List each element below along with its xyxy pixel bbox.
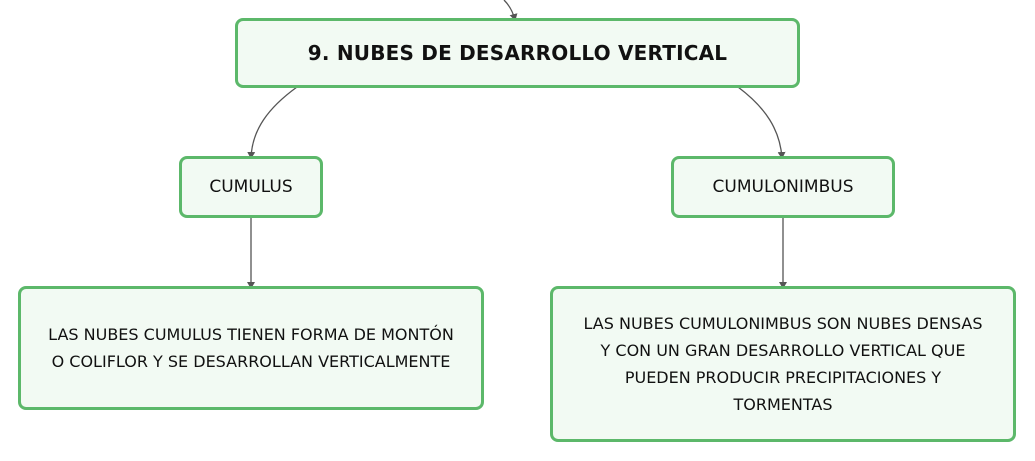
main-topic-label: 9. NUBES DE DESARROLLO VERTICAL <box>307 41 728 65</box>
description-node-cumulonimbus[interactable] <box>550 286 1016 442</box>
main-topic-node[interactable] <box>235 18 800 88</box>
description-text-cumulus: LAS NUBES CUMULUS TIENEN FORMA DE MONTÓN O COLIFLOR Y SE DESARROLLAN VERTICALMENTE <box>48 325 454 371</box>
connector-main-to-cumulonimbus <box>738 87 782 158</box>
description-node-cumulus[interactable] <box>18 286 484 410</box>
connector-main-to-cumulus <box>251 87 297 158</box>
subtopic-node-cumulonimbus[interactable] <box>671 156 895 218</box>
connector-from-parent <box>504 0 515 20</box>
subtopic-node-cumulus[interactable] <box>179 156 323 218</box>
description-text-cumulonimbus: LAS NUBES CUMULONIMBUS SON NUBES DENSAS Y CON UN GRAN DESARROLLO VERTICAL QUE PUEDEN PRODUCIR PRECIPITACIONES Y TORMENTAS <box>583 314 983 414</box>
subtopic-label-cumulonimbus: CUMULONIMBUS <box>712 177 854 197</box>
subtopic-label-cumulus: CUMULUS <box>209 177 293 197</box>
